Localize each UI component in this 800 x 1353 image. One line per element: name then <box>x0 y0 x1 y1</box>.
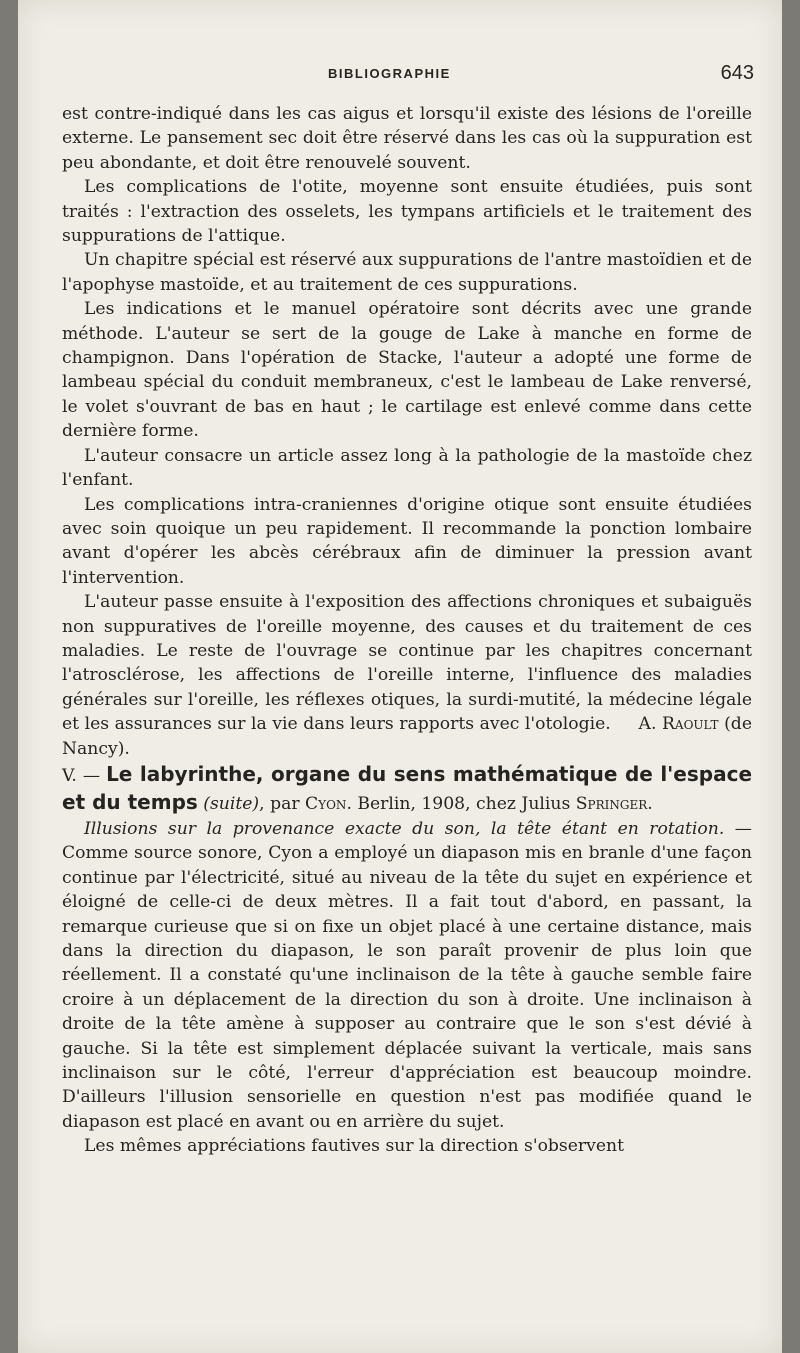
section-publication: . Berlin, 1908, chez Julius <box>346 793 576 814</box>
book-page <box>18 0 782 1353</box>
paragraph: L'auteur consacre un article assez long à la pathologie de la mastoïde chez l'enfant. <box>62 445 752 491</box>
paragraph: Les indications et le manuel opératoire sont décrits avec une grande méthode. L'auteur se sert de la gouge de Lake à manche en forme de champignon. Dans l'opération de Stacke, l'auteur a adopté une forme de lambeau spécial du conduit membraneux, c'est le lambeau de Lake renversé, le volet s'ouvrant de bas en haut ; le cartilage est enlevé comme dans cette dernière forme. <box>62 299 752 442</box>
first-paragraph-text: — Comme source sonore, Cyon a employé un diapason mis en branle d'une façon continue par l'électricité, situé au niveau de la tête du sujet en expérience et éloigné de celle-ci de deux mètres. Il a fait tout d'abord, en passant, la remarque curieuse que si on fixe un objet placé à une certaine distance, mais dans la direction du diapason, le son paraît provenir de plus loin que réellement. Il a constaté qu'une inclinaison de la tête à gauche semble faire croire à un déplacement de la direction du son à droite. Une inclinaison à droite de la tête amène à supposer au contraire que le son s'est dévié à gauche. Si la tête est simplement déplacée suivant la verticale, mais sans inclinaison sur le côté, l'erreur d'appréciation est beaucoup moindre. D'ailleurs l'illusion sensorielle en question n'est pas modifiée quand le diapason est placé en avant ou en arrière du sujet. <box>62 818 752 1132</box>
review-closing-paragraph <box>62 590 752 761</box>
section-author: Cyon <box>305 793 347 814</box>
page-body <box>62 102 752 1159</box>
running-title: BIBLIOGRAPHIE <box>328 66 451 81</box>
section-title: Le labyrinthe, organe du sens mathématique de l'espace et du temps <box>62 761 753 814</box>
section-suite: (suite) <box>203 793 260 814</box>
section-second-paragraph: Les mêmes appréciations fautives sur la direction s'observent <box>84 1136 624 1157</box>
paragraph: Un chapitre spécial est réservé aux suppurations de l'antre mastoïdien et de l'apophyse mastoïde, et au traitement de ces suppurations. <box>62 250 752 295</box>
signature-place: (de Nancy). <box>62 714 752 759</box>
page-header <box>18 62 782 92</box>
signature-initial: A. <box>638 714 662 735</box>
review-closing-text: L'auteur passe ensuite à l'exposition des affections chroniques et subaiguës non suppuratives de l'oreille moyenne, des causes et du traitement de ces maladies. Le reste de l'ouvrage se continue par les chapitres concernant l'atrosclérose, les affections de l'oreille interne, l'influence des maladies générales sur l'oreille, les réflexes otiques, la surdi-mutité, la médecine légale et les assurances sur la vie dans leurs rapports avec l'otologie. <box>62 592 752 735</box>
signature-name: Raoult <box>661 714 719 735</box>
paragraph: Les complications de l'otite, moyenne sont ensuite étudiées, puis sont traités : l'extraction des osselets, les tympans artificiels et le traitement des suppurations de l'attique. <box>62 177 752 247</box>
paragraph: Les complications intra-craniennes d'origine otique sont ensuite étudiées avec soin quoique un peu rapidement. Il recommande la ponction lombaire avant d'opérer les abcès cérébraux afin de diminuer la pression avant l'intervention. <box>62 494 752 588</box>
section-number: V. — <box>62 765 107 786</box>
page-number: 643 <box>720 62 754 84</box>
section-publisher: Springer <box>575 793 648 814</box>
section-by: , par <box>259 793 306 814</box>
section-first-paragraph <box>62 817 752 1134</box>
italic-lead: Illusions sur la provenance exacte du son, la tête étant en rotation. <box>84 818 725 839</box>
section-heading <box>62 761 752 817</box>
section-pub-end: . <box>647 793 653 814</box>
paragraph: est contre-indiqué dans les cas aigus et lorsqu'il existe des lésions de l'oreille externe. Le pansement sec doit être réservé dans les cas où la suppuration est peu abondante, et doit être renouvelé souvent. <box>62 104 752 173</box>
